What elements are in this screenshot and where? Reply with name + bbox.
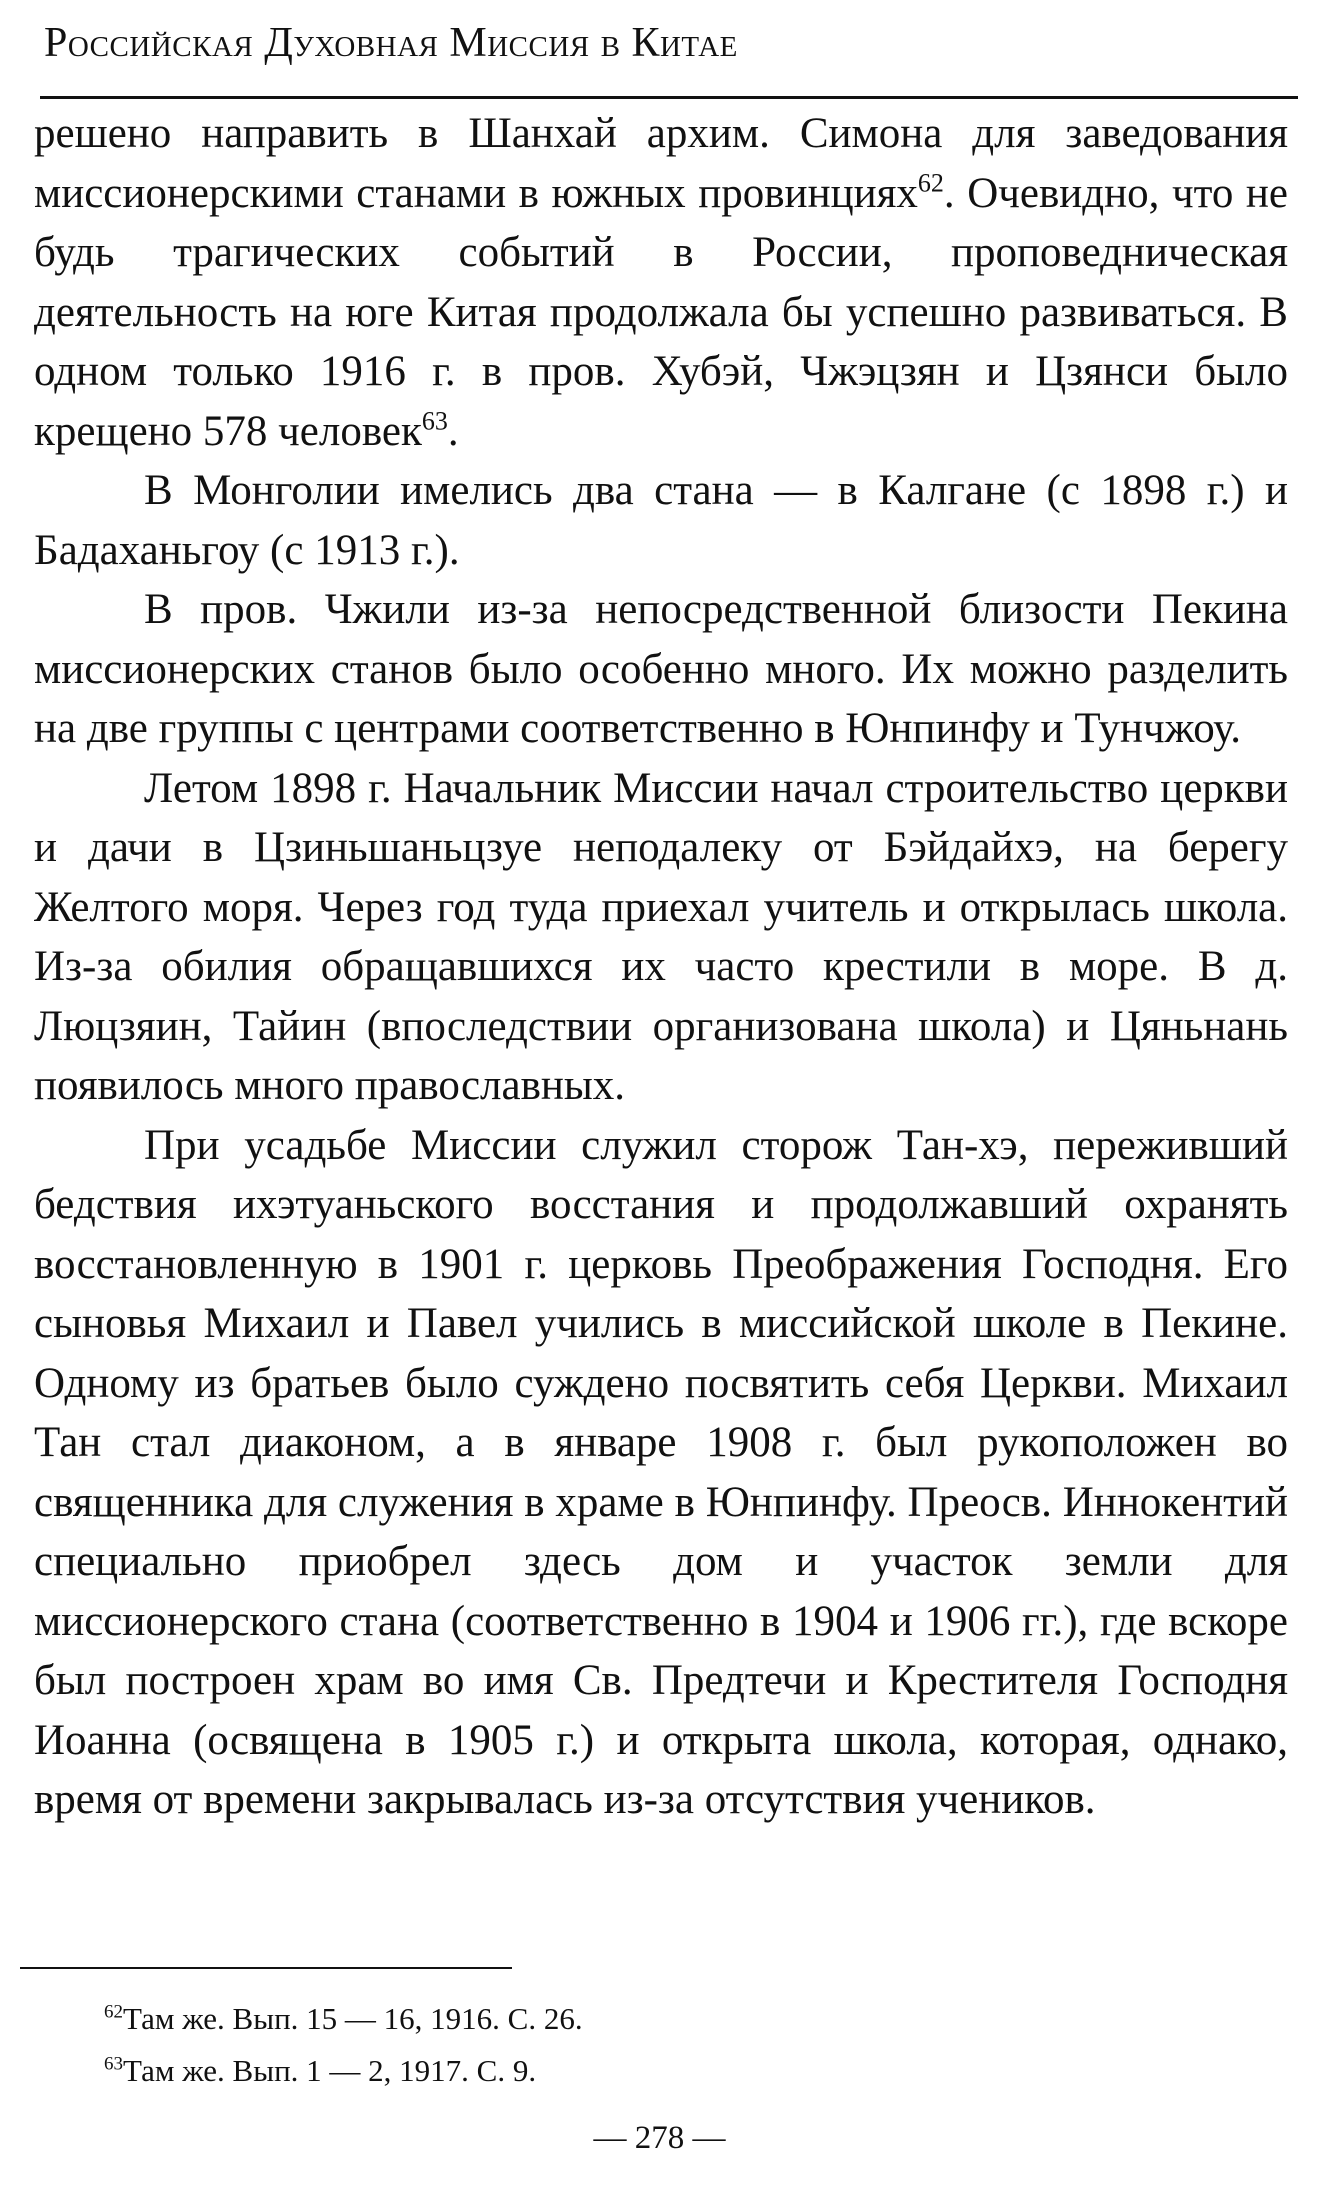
- paragraph: В пров. Чжили из-за непосредственной близости Пекина миссионерских станов было особенно много. Их можно разделить на две группы с центрами соответственно в Юнпинфу и Тунчжоу.: [34, 586, 1288, 752]
- footnote-rule: [20, 1967, 512, 1969]
- body-text: [34, 104, 1288, 1830]
- paragraph: решено направить в Шанхай архим. Симона для заведования миссионерскими станами в южных провинциях$^{62}$. Очевидно, что не будь трагических событий в России, проповедническая деятельность на юге Китая продолжала бы успешно развиваться. В одном только 1916 г. в пров. Хубэй, Чжэцзян и Цзянси было крещено 578 человек$^{63}$.: [34, 110, 1288, 455]
- footnote: [104, 2045, 1204, 2097]
- footnote: [104, 1993, 1204, 2045]
- running-header: [44, 22, 738, 64]
- page-number: — 278 —: [593, 2120, 726, 2156]
- footnote-number: 63: [104, 2053, 123, 2075]
- footnote-text: Там же. Вып. 15 — 16, 1916. С. 26.: [123, 2001, 583, 2036]
- paragraph: Летом 1898 г. Начальник Миссии начал строительство церкви и дачи в Цзиньшаньцзуе неподалеку от Бэйдайхэ, на берегу Желтого моря. Через год туда приехал учитель и открылась школа. Из-за обилия обращавшихся их часто крестили в море. В д. Люцзяин, Тайин (впоследствии организована школа) и Цяньнань появилось много православных.: [34, 764, 1288, 1109]
- footnotes: [104, 1993, 1204, 2097]
- running-header-title: Российская Духовная Миссия в Китае: [44, 20, 738, 66]
- footnote-ref: 62: [917, 168, 944, 198]
- footnote-text: Там же. Вып. 1 — 2, 1917. С. 9.: [123, 2053, 537, 2088]
- paragraph: В Монголии имелись два стана — в Калгане (с 1898 г.) и Бадаханьгоу (с 1913 г.).: [34, 467, 1288, 574]
- paragraph: При усадьбе Миссии служил сторож Тан-хэ, переживший бедствия ихэтуаньского восстания и продолжавший охранять восстановленную в 1901 г. церковь Преображения Господня. Его сыновья Михаил и Павел учились в миссийской школе в Пекине. Одному из братьев было суждено посвятить себя Церкви. Михаил Тан стал диаконом, а в январе 1908 г. был рукоположен во священника для служения в храме в Юнпинфу. Преосв. Иннокентий специально приобрел здесь дом и участок земли для миссионерского стана (соответственно в 1904 и 1906 гг.), где вскоре был построен храм во имя Св. Предтечи и Крестителя Господня Иоанна (освящена в 1905 г.) и открыта школа, которая, однако, время от времени закрывалась из-за отсутствия учеников.: [34, 1121, 1288, 1823]
- footnote-number: 62: [104, 2001, 123, 2023]
- footnote-ref: 63: [421, 406, 448, 436]
- header-rule: [40, 96, 1298, 99]
